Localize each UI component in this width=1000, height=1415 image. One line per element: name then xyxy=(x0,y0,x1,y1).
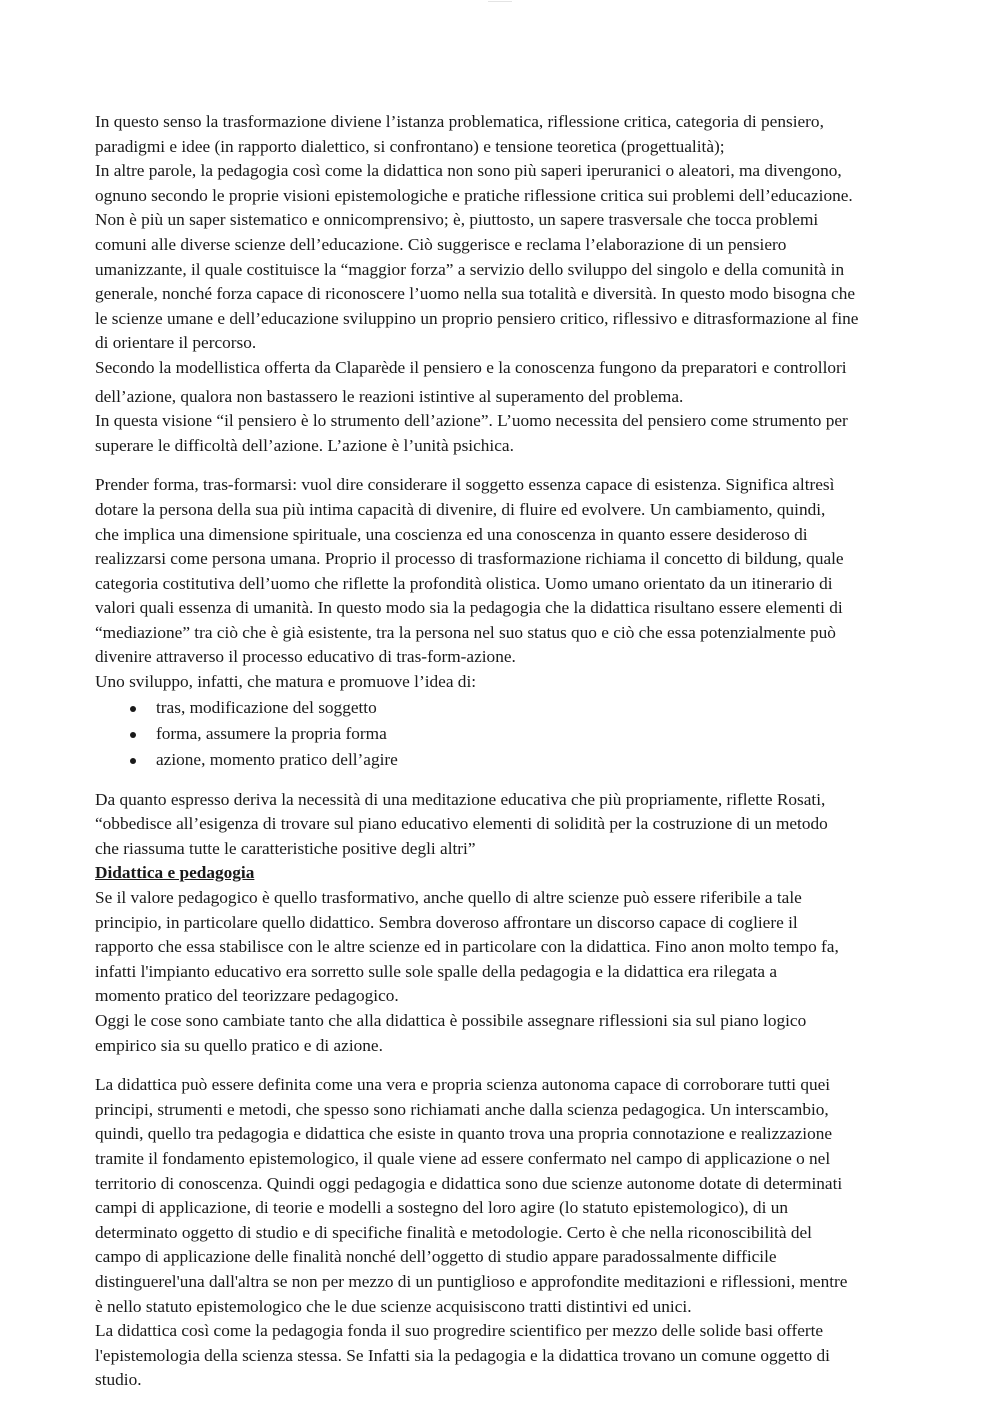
text-line: è nello statuto epistemologico che le due scienze acquisiscono tratti distintivi ed unici. xyxy=(95,1296,692,1316)
text-line: quindi, quello tra pedagogia e didattica che esiste in quanto trova una propria connotazione e realizzazione xyxy=(95,1124,833,1144)
text-line: le scienze umane e dell’educazione sviluppino un proprio pensiero critico, riflessivo e ditrasformazione al fine xyxy=(95,308,859,328)
text-line: principio, in particolare quello didattico. Sembra doveroso affrontare un discorso capace di cogliere il xyxy=(95,912,798,932)
text-line: umanizzante, il quale costituisce la “maggior forza” a servizio dello sviluppo del singolo e della comunità in xyxy=(95,259,845,279)
bullet-text: tras, modificazione del soggetto xyxy=(156,697,377,717)
text-line: di orientare il percorso. xyxy=(95,333,257,353)
text-line: infatti l'impianto educativo era sorretto sulle sole spalle della pedagogia e la didattica era rilegata a xyxy=(95,961,778,981)
bullet-text: azione, momento pratico dell’agire xyxy=(156,749,398,769)
text-line: principi, strumenti e metodi, che spesso sono richiamati anche dalla scienza pedagogica. Un interscambio, xyxy=(95,1099,829,1119)
text-line: che implica una dimensione spirituale, una coscienza ed una conoscenza in quanto essere desideroso di xyxy=(95,524,808,544)
text-line: Da quanto espresso deriva la necessità di una meditazione educativa che più propriamente, riflette Rosati, xyxy=(95,789,826,809)
paragraph xyxy=(95,110,917,381)
text-line: Oggi le cose sono cambiate tanto che alla didattica è possibile assegnare riflessioni sia sul piano logico xyxy=(95,1011,807,1030)
text-line: dell’azione, qualora non bastassero le reazioni istintive al superamento del problema. xyxy=(95,386,684,406)
text-line: divenire attraverso il processo educativo di tras-form-azione. xyxy=(95,647,516,667)
paragraph xyxy=(95,788,917,862)
text-line: In questo senso la trasformazione diviene l’istanza problematica, riflessione critica, categoria di pensiero, xyxy=(95,112,824,131)
text-line: paradigmi e idee (in rapporto dialettico, si confrontano) e tensione teoretica (progettualità); xyxy=(95,136,725,156)
bullet-dot-icon xyxy=(130,732,136,738)
text-line: territorio di conoscenza. Quindi oggi pedagogia e didattica sono due scienze autonome dotate di determinati xyxy=(95,1173,843,1193)
bullet-list xyxy=(95,695,917,773)
paragraph-spacer xyxy=(95,773,917,788)
text-line: l'epistemologia della scienza stessa. Se Infatti sia la pedagogia e la didattica trovano un comune oggetto di xyxy=(95,1345,830,1365)
text-line: La didattica così come la pedagogia fonda il suo progredire scientifico per mezzo delle solide basi offerte xyxy=(95,1321,824,1341)
paragraph-spacer xyxy=(95,458,917,473)
text-line: realizzarsi come persona umana. Proprio il processo di trasformazione richiama il concetto di bildung, quale xyxy=(95,549,844,569)
page-header-mark: —————— xyxy=(488,0,512,3)
text-line: distinguerel'una dall'altra se non per mezzo di un puntiglioso e approfondite meditazioni e riflessioni, mentre xyxy=(95,1271,848,1291)
text-line: “obbedisce all’esigenza di trovare sul piano educativo elementi di solidità per la costruzione di un metodo xyxy=(95,814,828,834)
bullet-list-item xyxy=(95,747,917,773)
text-line: Prender forma, tras-formarsi: vuol dire considerare il soggetto essenza capace di esistenza. Significa altresì xyxy=(95,475,835,495)
text-line: In questa visione “il pensiero è lo strumento dell’azione”. L’uomo necessita del pensiero come strumento per xyxy=(95,411,848,431)
text-line: tramite il fondamento epistemologico, il quale viene ad essere confermato nel campo di applicazione o nel xyxy=(95,1148,831,1168)
text-line: Uno sviluppo, infatti, che matura e promuove l’idea di: xyxy=(95,672,477,692)
bullet-dot-icon xyxy=(130,706,136,712)
section-heading: Didattica e pedagogia xyxy=(95,863,255,883)
text-line: categoria costitutiva dell’uomo che riflette la profondità olistica. Uomo umano orientato da un itinerario di xyxy=(95,573,833,593)
paragraph xyxy=(95,473,917,694)
bullet-dot-icon xyxy=(130,758,136,764)
text-line: Non è più un saper sistematico e onnicomprensivo; è, piuttosto, un sapere trasversale che tocca problemi xyxy=(95,210,819,230)
text-line: Se il valore pedagogico è quello trasformativo, anche quello di altre scienze può essere riferibile a tale xyxy=(95,888,802,908)
bullet-list-item xyxy=(95,695,917,721)
text-line: comuni alle diverse scienze dell’educazione. Ciò suggerisce e reclama l’elaborazione di un pensiero xyxy=(95,234,787,254)
text-line: dotare la persona della sua più intima capacità di divenire, di fluire ed evolvere. Un cambiamento, quindi, xyxy=(95,499,826,519)
text-line: studio. xyxy=(95,1370,142,1390)
text-line: ognuno secondo le proprie visioni epistemologiche e pratiche riflessione critica sui problemi dell’educazione. xyxy=(95,185,853,205)
paragraph xyxy=(95,886,917,1058)
text-line: “mediazione” tra ciò che è già esistente, tra la persona nel suo status quo e ciò che essa potenzialmente può xyxy=(95,622,836,642)
text-line: La didattica può essere definita come una vera e propria scienza autonoma capace di corroborare tutti quei xyxy=(95,1075,831,1095)
paragraph xyxy=(95,385,917,459)
text-line: che riassuma tutte le caratteristiche positive degli altri” xyxy=(95,838,476,858)
text-line: empirico sia su quello pratico e di azione. xyxy=(95,1035,383,1055)
paragraph xyxy=(95,1073,917,1393)
text-line: momento pratico del teorizzare pedagogico. xyxy=(95,986,399,1006)
text-line: rapporto che essa stabilisce con le altre scienze ed in particolare con la didattica. Fino anon molto tempo fa, xyxy=(95,937,839,957)
bullet-text: forma, assumere la propria forma xyxy=(156,723,387,743)
text-line: determinato oggetto di studio e di specifiche finalità e metodologie. Certo è che nella riconoscibilità del xyxy=(95,1222,812,1242)
text-line: generale, nonché forza capace di riconoscere l’uomo nella sua totalità e diversità. In questo modo bisogna che xyxy=(95,284,856,304)
paragraph-spacer xyxy=(95,1058,917,1073)
text-line: campi di applicazione, di teorie e modelli a sostegno del loro agire (lo statuto epistemologico), di un xyxy=(95,1198,788,1218)
text-line: Secondo la modellistica offerta da Claparède il pensiero e la conoscenza fungono da preparatori e controllori xyxy=(95,357,847,377)
text-line: superare le difficoltà dell’azione. L’azione è l’unità psichica. xyxy=(95,435,514,455)
text-line: In altre parole, la pedagogia così come la didattica non sono più saperi iperuranici o aleatori, ma divengono, xyxy=(95,161,842,181)
document-body xyxy=(95,110,917,1393)
text-line: campo di applicazione delle finalità nonché dell’oggetto di studio appare paradossalmente difficile xyxy=(95,1247,777,1267)
bullet-list-item xyxy=(95,721,917,747)
text-line: valori quali essenza di umanità. In questo modo sia la pedagogia che la didattica risultano essere elementi di xyxy=(95,598,843,618)
